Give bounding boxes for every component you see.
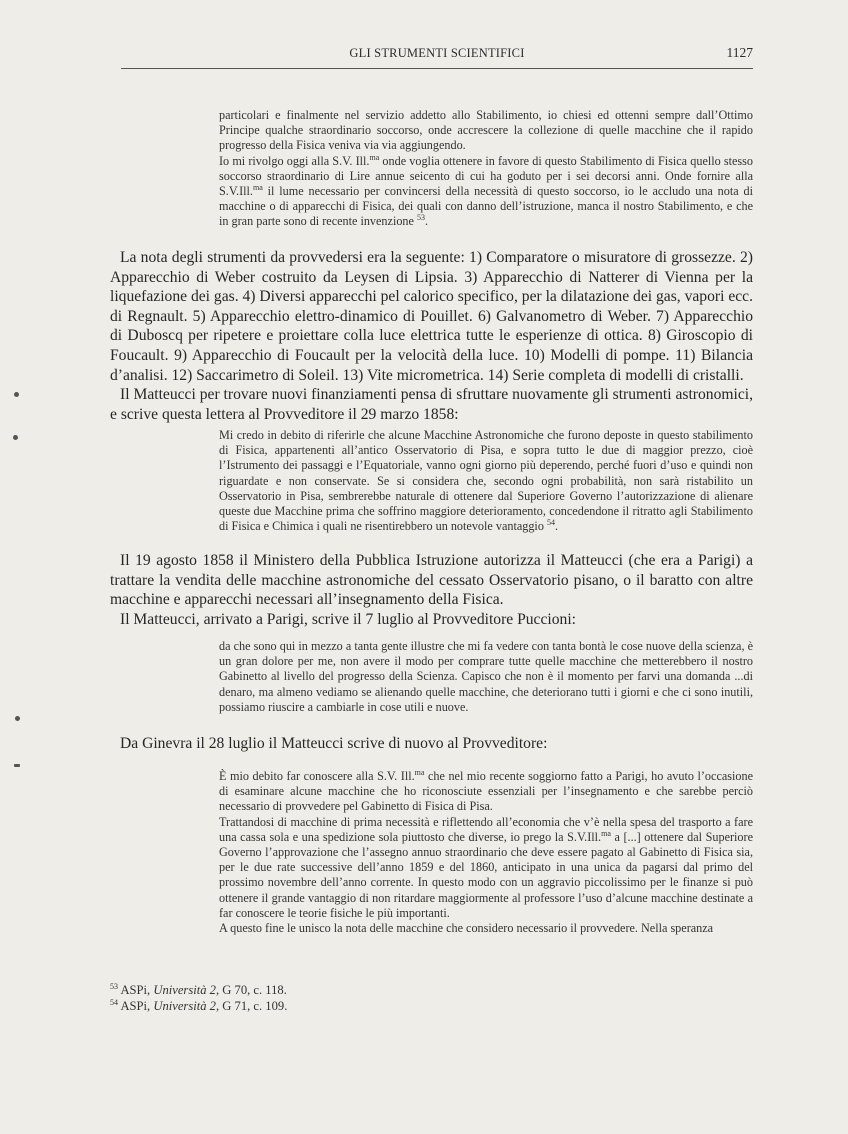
quote1-text-b: onde voglia ottenere in favore di questo Stabilimento di Fisica quello stesso soccorso straordinario di Lire annue seicento di cui ha goduto per i sei decorsi anni. Onde fornire alla S.V.Ill. — [219, 153, 754, 199]
quote1-paragraph-1: particolari e finalmente nel servizio addetto allo Stabilimento, io chiesi ed ottenni sempre dall’Ottimo Principe qualche straordinario soccorso, onde accrescere la collezione di quelle macchine che il rapido progresso della Fisica veniva via via aggiungendo. — [219, 108, 753, 153]
quote3-paragraph: da che sono qui in mezzo a tanta gente illustre che mi fa vedere con tanta bontà le cose nuove della scienza, è un gran dolore per me, non avere il modo per comprare tutte quelle macchine che metterebbero il nostro Gabinetto al livello del progresso della Scienza. Capisco che non è il momento per farvi una domanda ...di denaro, ma almeno vediamo se alienando quelle macchine, che deteriorano tutti i giorni e che ci sono inutili, possiamo riuscire a cambiarle in cose utili e nuove. — [219, 639, 753, 714]
footnote-ref-53: 53 — [416, 213, 425, 223]
body-paragraph-paris: Il Matteucci, arrivato a Parigi, scrive il 7 luglio al Provveditore Puccioni: — [120, 610, 576, 628]
footnote-ref-54: 54 — [546, 518, 555, 528]
quote4-text-a: È mio debito far conoscere alla S.V. Ill. — [219, 769, 415, 783]
block-quote-2 — [219, 428, 753, 534]
quote4-paragraph-1 — [219, 769, 753, 815]
superscript-ma: ma — [369, 152, 380, 162]
quote4-text-c: Trattandosi di macchine di prima necessità e riflettendo all’economia che v’è nella spesa del trasporto a fare una cassa sola e una spedizione sola piuttosto che diverse, io prego la S.V.Ill. — [219, 814, 753, 844]
footnote-collection: Università 2 — [153, 999, 216, 1013]
quote1-paragraph-2 — [219, 154, 753, 230]
margin-speck — [14, 392, 19, 397]
body-section-3 — [110, 734, 753, 754]
body-section-2 — [110, 551, 753, 629]
margin-speck — [14, 764, 20, 767]
body-section-1 — [110, 248, 753, 424]
superscript-ma: ma — [601, 828, 611, 838]
quote2-end: . — [554, 519, 559, 534]
page-number: 1127 — [726, 45, 753, 60]
footnote-54 — [110, 998, 610, 1014]
superscript-ma: ma — [252, 182, 263, 192]
footnote-number: 53 — [110, 981, 118, 991]
footnote-reference: , G 71, c. 109. — [215, 999, 288, 1013]
quote4-paragraph-3: A questo fine le unisco la nota delle macchine che considero necessario il provvedere. Nella speranza — [219, 921, 714, 936]
quote1-text-c: il lume necessario per convincersi della necessità di questo soccorso, io le accludo una nota di macchine o di apparecchi di Fisica, dei quali con danno dell’istruzione, manca il nostro Stabilimento, e che in gran parte sono di recente invenzione — [219, 184, 753, 229]
body-paragraph-instrument-list: La nota degli strumenti da provvedersi era la seguente: 1) Comparatore o misuratore di grossezze. 2) Apparecchio di Weber costruito da Leysen di Lipsia. 3) Apparecchio di Natterer di Vienna per la liquefazione dei gas. 4) Diversi apparecchi pel calorico specifico, per la dilatazione dei gas, vapori ecc. di Regnault. 5) Apparecchio elettro-dinamico di Pouillet. 6) Galvanometro di Weber. 7) Apparecchio di Duboscq per ripetere e proiettare colla luce elettrica tutte le esperienze di ottica. 8) Giroscopio di Foucault. 9) Apparecchio di Foucault per la velocità della luce. 10) Modelli di pompe. 11) Bilancia d’analisi. 12) Saccarimetro di Soleil. 13) Vite micrometrica. 14) Serie completa di modelli di cristalli. — [110, 249, 753, 384]
running-header — [121, 46, 753, 69]
quote2-text: Mi credo in debito di riferirle che alcune Macchine Astronomiche che furono deposte in questo stabilimento di Fisica, appartenenti all’antico Osservatorio di Pisa, e sopra tutto le due di maggior prezzo, cioè l’Istrumento dei passaggi e l’Equatoriale, vanno ogni giorno più deperendo, perché fuori d’uso e quindi non riguardate e non conservate. Se si considera che, secondo ogni probabilità, non sarà ristabilito un Osservatorio in Pisa, sembrerebbe naturale di ottenere dal Superiore Governo l’autorizzazione di alienare queste due Macchine prima che soffrino maggiore deterioramento, concedendone il ritratto agli Stabilimento di Fisica e Chimica i quali ne risentirebbero un notevole vantaggio — [219, 428, 753, 534]
footnote-source: ASPi, — [118, 999, 154, 1013]
body-paragraph-ministry: Il 19 agosto 1858 il Ministero della Pubblica Istruzione autorizza il Matteucci (che era a Parigi) a trattare la vendita delle macchine astronomiche del cessato Osservatorio pisano, o il baratto con altre macchine e apparecchi necessari all’insegnamento della Fisica. — [110, 552, 753, 609]
quote4-text-b: che nel mio recente soggiorno fatto a Parigi, ho avuto l’occasione di esaminare alcune macchine che ho riconosciute essenziali per l’insegnamento e che sarebbe perciò necessario di provvedere pel Gabinetto di Fisica di Pisa. — [219, 769, 753, 814]
block-quote-1 — [219, 108, 753, 230]
quote1-text-a: Io mi rivolgo oggi alla S.V. Ill. — [219, 153, 370, 168]
quote2-paragraph — [219, 428, 753, 534]
footnote-reference: , G 70, c. 118. — [215, 983, 287, 997]
block-quote-3 — [219, 639, 753, 715]
block-quote-4 — [219, 769, 753, 936]
body-paragraph-geneva: Da Ginevra il 28 luglio il Matteucci scrive di nuovo al Provveditore: — [120, 735, 548, 752]
footnote-53 — [110, 982, 610, 998]
superscript-ma: ma — [414, 767, 425, 777]
quote4-text-d: a [...] ottenere dal Superiore Governo l’approvazione che l’assegno annuo straordinario che deve essere pagato al Gabinetto di Fisica sia, per le due rate successive dell’anno 1859 e del 1860, anticipato in una unica da pagarsi dal primo del prossimo novembre dell’anno corrente. In questo modo con un aggravio piccolissimo per le finanze si può ottenere il grande vantaggio di non ritardare maggiormente al professore l’uso d’alcune macchine destinate a far conoscere le teorie fisiche le più importanti. — [219, 829, 753, 920]
margin-speck — [13, 435, 18, 440]
quote1-end: . — [424, 214, 429, 229]
footnote-collection: Università 2 — [153, 983, 216, 997]
footnote-source: ASPi, — [118, 983, 154, 997]
footnotes — [110, 982, 610, 1014]
footnote-number: 54 — [110, 997, 118, 1007]
margin-speck — [15, 716, 20, 721]
quote4-paragraph-2 — [219, 815, 753, 921]
running-title: GLI STRUMENTI SCIENTIFICI — [349, 46, 525, 60]
body-paragraph-matteucci-funding: Il Matteucci per trovare nuovi finanziamenti pensa di sfruttare nuovamente gli strumenti astronomici, e scrive questa lettera al Provveditore il 29 marzo 1858: — [110, 386, 753, 423]
